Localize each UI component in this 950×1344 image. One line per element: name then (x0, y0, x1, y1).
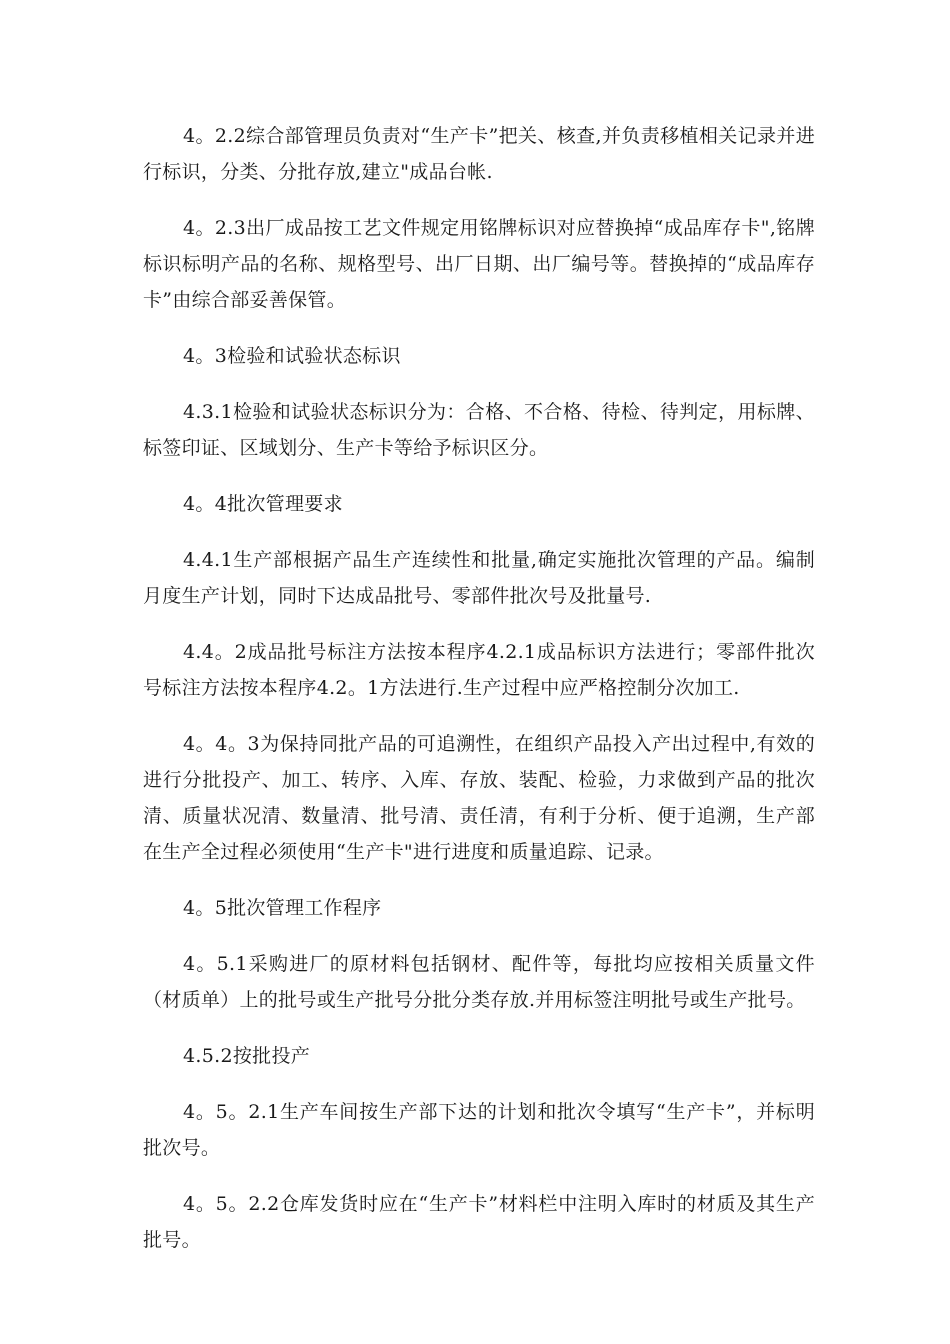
heading-4-4: 4。4批次管理要求 (183, 493, 343, 515)
heading-4-3: 4。3检验和试验状态标识 (183, 345, 401, 367)
paragraph-4-5-2-2: 4。5。2.2仓库发货时应在“生产卡”材料栏中注明入库时的材质及其生产批号。 (143, 1193, 815, 1251)
paragraph-4-5-2-1: 4。5。2.1生产车间按生产部下达的计划和批次令填写“生产卡”，并标明批次号。 (143, 1101, 815, 1159)
paragraph-4-4-2: 4.4。2成品批号标注方法按本程序4.2.1成品标识方法进行；零部件批次号标注方法按本程序4.2。1方法进行.生产过程中应严格控制分次加工. (143, 641, 815, 699)
paragraph-4-3-1: 4.3.1检验和试验状态标识分为：合格、不合格、待检、待判定，用标牌、标签印证、区域划分、生产卡等给予标识区分。 (143, 401, 815, 459)
document-body (143, 118, 815, 1278)
paragraph-4-2-3: 4。2.3出厂成品按工艺文件规定用铭牌标识对应替换掉“成品库存卡",铭牌标识标明产品的名称、规格型号、出厂日期、出厂编号等。替换掉的“成品库存卡”由综合部妥善保管。 (143, 217, 815, 311)
paragraph-4-4-3: 4。4。3为保持同批产品的可追溯性，在组织产品投入产出过程中,有效的进行分批投产、加工、转序、入库、存放、装配、检验，力求做到产品的批次清、质量状况清、数量清、批号清、责任清，有利于分析、便于追溯，生产部在生产全过程必须使用“生产卡"进行进度和质量追踪、记录。 (143, 733, 815, 863)
paragraph-4-5-1: 4。5.1采购进厂的原材料包括钢材、配件等，每批均应按相关质量文件（材质单）上的批号或生产批号分批分类存放.并用标签注明批号或生产批号。 (143, 953, 815, 1011)
paragraph-4-4-1: 4.4.1生产部根据产品生产连续性和批量,确定实施批次管理的产品。编制月度生产计划，同时下达成品批号、零部件批次号及批量号. (143, 549, 815, 607)
heading-4-5: 4。5批次管理工作程序 (183, 897, 382, 919)
paragraph-4-2-2: 4。2.2综合部管理员负责对“生产卡”把关、核查,并负责移植相关记录并进行标识，分类、分批存放,建立"成品台帐. (143, 125, 815, 183)
heading-4-5-2: 4.5.2按批投产 (183, 1045, 311, 1067)
